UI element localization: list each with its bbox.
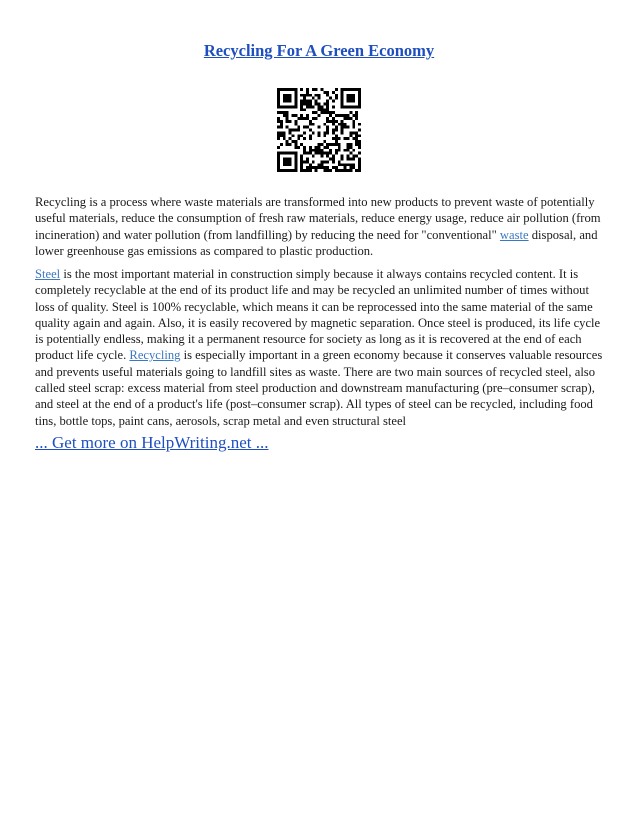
paragraph1-text-after: disposal, and lower greenhouse gas emissions as compared to plastic production. bbox=[35, 227, 598, 258]
title-link[interactable]: Recycling For A Green Economy bbox=[203, 41, 435, 60]
steel-link[interactable]: Steel bbox=[35, 267, 61, 281]
paragraph2-text2: is especially important in a green economy because it conserves valuable resources and prevents useful materials going to landfill sites as waste. There are two main sources of recycled steel, also called steel scrap: excess material from steel production and downstream manufacturing (pre–consumer scrap), and steel at the end of a product's life (post–consumer scrap). All types of steel can be recycled, including food tins, bottle tops, paint cans, aerosols, scrap metal and even structural steel bbox=[35, 348, 603, 428]
paragraph2-text1: is the most important material in construction simply because it always contains recycled content. It is completely recyclable at the end of its product life and may be recycled an unlimited number of times without loss of quality. Steel is 100% recyclable, which means it can be reprocessed into the same material of the same quality again and again. Also, it is easily recovered by magnetic separation. Once steel is produced, its life cycle is potentially endless, making it a permanent resource for society as long as it is recovered at the end of each product life cycle. bbox=[35, 267, 601, 363]
paragraph1-text-before: Recycling is a process where waste materials are transformed into new products to prevent waste of potentially useful materials, reduce the consumption of fresh raw materials, reduce energy usage, reduce air pollution (from incineration) and water pollution (from landfilling) by reducing the need for "conventional" bbox=[35, 195, 601, 242]
document-title bbox=[0, 41, 638, 61]
paragraph-recycling-intro bbox=[35, 194, 605, 259]
recycling-link[interactable]: Recycling bbox=[129, 348, 181, 363]
paragraph-steel bbox=[35, 266, 605, 429]
waste-link[interactable]: waste bbox=[499, 227, 529, 242]
get-more-link[interactable]: ... Get more on HelpWriting.net ... bbox=[35, 433, 269, 452]
qr-code-icon bbox=[277, 88, 361, 172]
